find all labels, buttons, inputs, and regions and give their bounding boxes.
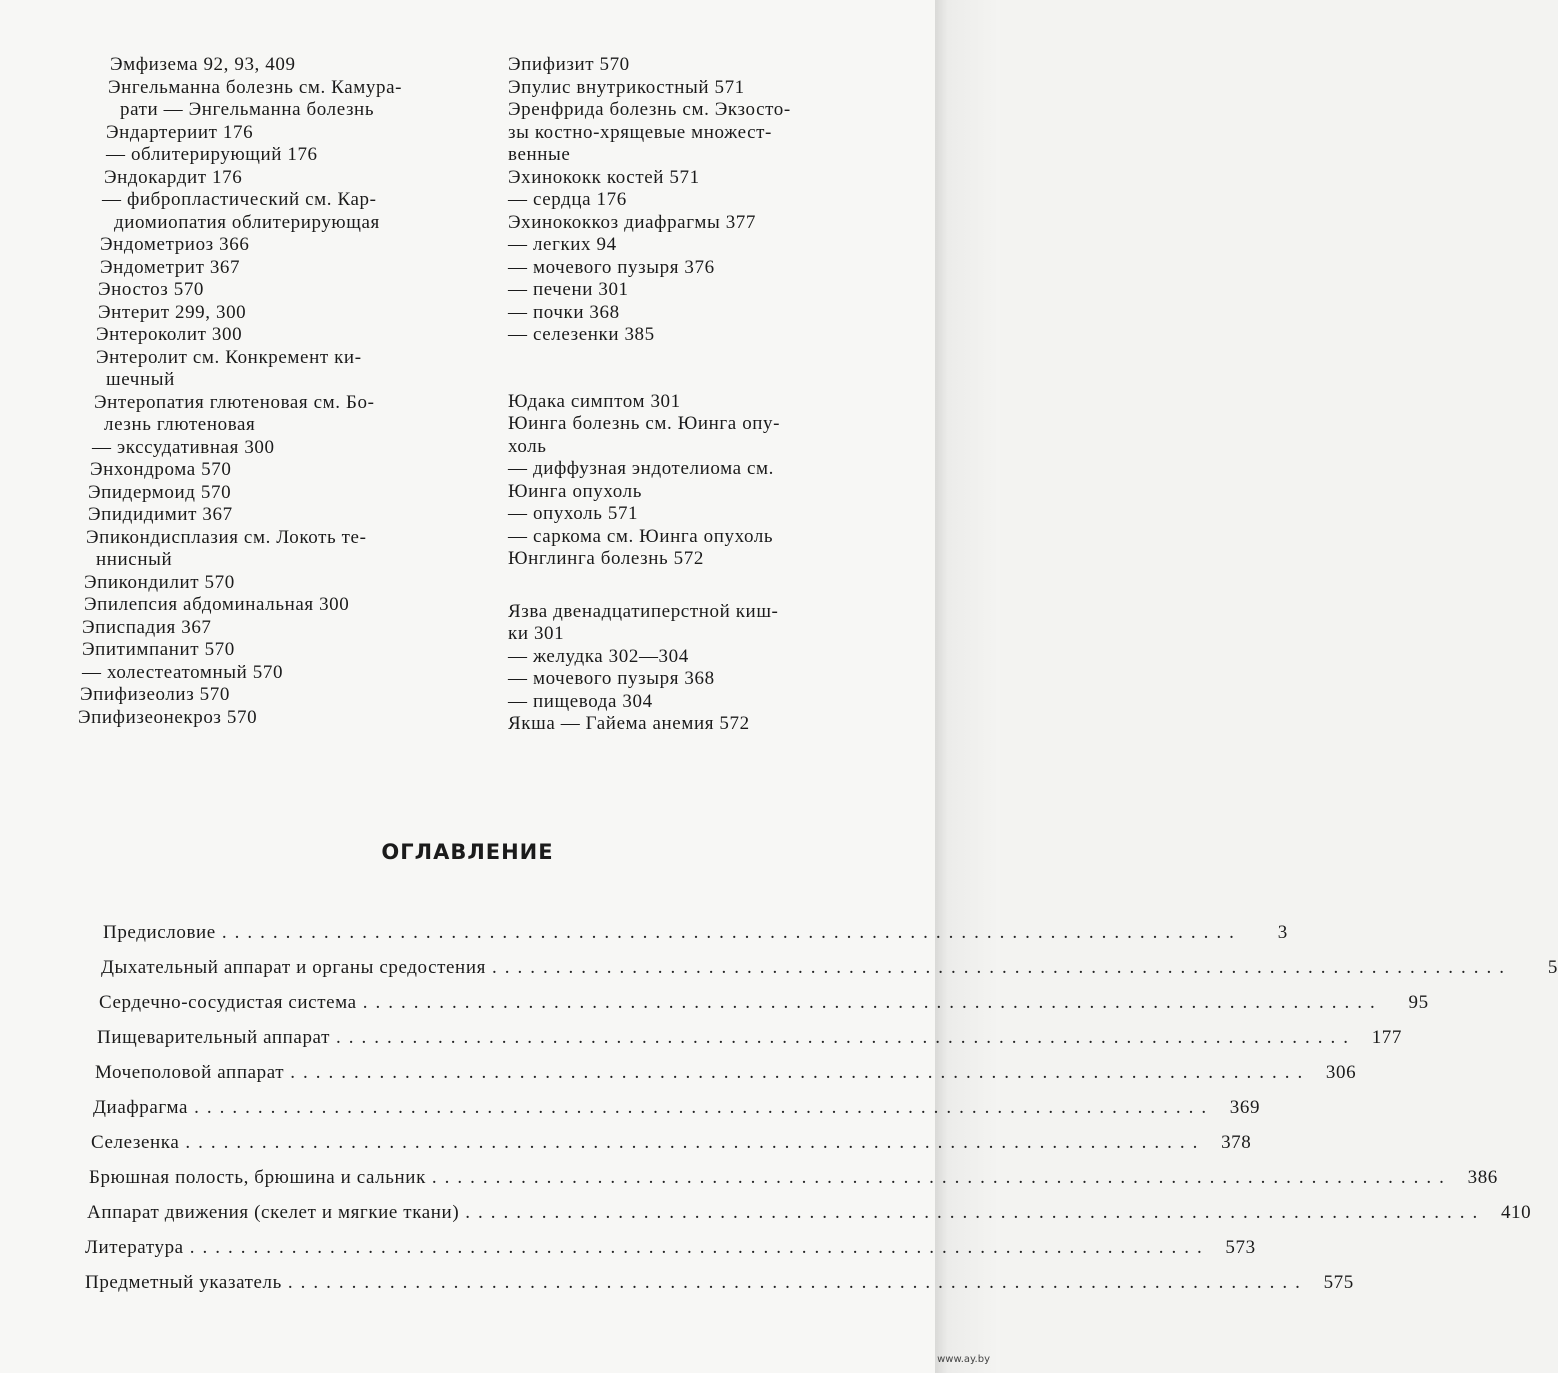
index-entry: Эхинококкоз диафрагмы 377: [508, 211, 756, 233]
index-entry: — сердца 176: [508, 189, 627, 210]
index-entry: Эпидермоид 570: [88, 481, 232, 503]
toc-leader-dots: ................................................................................: [336, 1027, 1357, 1048]
index-entry: Эхинококк костей 571: [508, 166, 700, 188]
toc-label: Пищеварительный аппарат: [97, 1027, 331, 1048]
index-entry: — легких 94: [508, 234, 617, 255]
index-entry: Эпифизеонекроз 570: [78, 706, 258, 728]
index-entry: рати — Энгельманна болезнь: [120, 99, 375, 120]
index-entry: — печени 301: [508, 279, 629, 300]
toc-leader-dots: ................................................................................: [194, 1097, 1215, 1118]
toc-label: Предметный указатель: [85, 1272, 282, 1293]
index-entry: Язва двенадцатиперстной киш-: [508, 600, 779, 622]
index-entry: Энхондрома 570: [90, 459, 232, 480]
index-group-yu: [508, 391, 868, 571]
toc-row: [85, 1237, 1256, 1272]
index-entry: Юинга болезнь см. Юинга опу-: [508, 413, 781, 434]
toc-page-number: 369: [1229, 1097, 1261, 1118]
toc-leader-dots: ................................................................................: [290, 1062, 1311, 1083]
index-entry: Энтероколит 300: [96, 324, 243, 345]
index-entry: Якша — Гайема анемия 572: [508, 713, 750, 734]
toc-row: [85, 1132, 1252, 1167]
index-entry: Эндокардит 176: [104, 166, 243, 188]
index-entry: Эностоз 570: [98, 279, 205, 300]
toc-leader-dots: ................................................................................: [431, 1167, 1452, 1188]
toc-label: Селезенка: [91, 1132, 180, 1153]
index-entry: Эпитимпанит 570: [82, 639, 235, 660]
index-entry: Юнглинга болезнь 572: [508, 548, 704, 569]
index-entry: — фибропластический см. Кар-: [102, 189, 377, 210]
toc-page-number: 386: [1467, 1167, 1498, 1188]
index-entry: — желудка 302—304: [508, 645, 689, 667]
index-entry: диомиопатия облитерирующая: [114, 211, 380, 233]
table-of-contents: [85, 922, 1558, 1307]
toc-page-number: 306: [1325, 1062, 1357, 1083]
toc-title: ОГЛАВЛЕНИЕ: [381, 840, 554, 864]
index-entry: — пищевода 304: [508, 690, 653, 712]
toc-row: [85, 992, 1429, 1027]
index-entry: Энгельманна болезнь см. Камура-: [108, 76, 403, 98]
index-entry: — почки 368: [508, 301, 620, 323]
toc-leader-dots: ................................................................................: [221, 922, 1242, 943]
index-entry: Эпулис внутрикостный 571: [508, 76, 745, 98]
index-entry: Энтеролит см. Конкремент ки-: [96, 346, 362, 368]
toc-row: [85, 1167, 1498, 1202]
index-column-right: [508, 54, 868, 736]
group-spacer: [508, 571, 868, 601]
index-entry: Эндартериит 176: [106, 121, 254, 143]
toc-page-number: 410: [1500, 1202, 1532, 1223]
index-entry: Эндометрит 367: [100, 256, 241, 278]
toc-page-number: 5: [1547, 957, 1558, 978]
index-column-left: [78, 54, 458, 729]
toc-page-number: 95: [1408, 992, 1429, 1013]
watermark: www.ay.by: [937, 1354, 990, 1365]
index-entry: Эндометриоз 366: [100, 234, 250, 255]
toc-row: [85, 1272, 1354, 1307]
toc-label: Предисловие: [103, 922, 216, 943]
toc-label: Мочеполовой аппарат: [95, 1062, 285, 1083]
toc-leader-dots: ................................................................................: [287, 1272, 1308, 1293]
index-entry: — мочевого пузыря 376: [508, 256, 715, 278]
toc-label: Аппарат движения (скелет и мягкие ткани): [87, 1202, 460, 1223]
index-entry: Юдака симптом 301: [508, 390, 681, 412]
toc-leader-dots: ................................................................................: [362, 992, 1383, 1013]
index-entry: Юинга опухоль: [508, 480, 642, 502]
index-entry: лезнь глютеновая: [104, 414, 256, 435]
index-entry: холь: [508, 435, 547, 457]
index-entry: венные: [508, 144, 571, 165]
index-entry: — облитерирующий 176: [106, 144, 318, 165]
index-entry: — холестеатомный 570: [82, 661, 284, 683]
toc-page-number: 378: [1221, 1132, 1252, 1153]
toc-row: [85, 957, 1558, 992]
toc-row: [85, 1202, 1532, 1237]
toc-page-number: 177: [1371, 1027, 1403, 1048]
index-entry: — саркома см. Юинга опухоль: [508, 525, 774, 547]
toc-label: Брюшная полость, брюшина и сальник: [89, 1167, 426, 1188]
toc-row: [85, 1027, 1403, 1062]
toc-label: Литература: [85, 1237, 184, 1258]
toc-label: Диафрагма: [93, 1097, 189, 1118]
toc-page-number: 575: [1323, 1272, 1354, 1293]
toc-row: [85, 1062, 1357, 1097]
toc-leader-dots: ................................................................................: [185, 1132, 1206, 1153]
index-entry: Эпифизеолиз 570: [80, 684, 230, 705]
index-entry: ки 301: [508, 623, 565, 644]
toc-row: [85, 922, 1288, 957]
index-entry: Эпидидимит 367: [88, 504, 233, 525]
toc-leader-dots: ................................................................................: [189, 1237, 1210, 1258]
index-entry: Эренфрида болезнь см. Экзосто-: [508, 99, 791, 120]
index-entry: Энтерит 299, 300: [98, 301, 247, 323]
toc-row: [85, 1097, 1261, 1132]
index-entry: — опухоль 571: [508, 503, 639, 524]
toc-page-number: 3: [1277, 922, 1288, 943]
index-entry: — диффузная эндотелиома см.: [508, 458, 774, 479]
toc-leader-dots: ................................................................................: [491, 957, 1512, 978]
index-entry: Эмфизема 92, 93, 409: [110, 54, 296, 75]
index-entry: ннисный: [96, 549, 173, 570]
index-group-e: [508, 54, 868, 347]
index-entry: шечный: [106, 369, 175, 390]
index-entry: Эписпадия 367: [82, 616, 212, 638]
toc-leader-dots: ................................................................................: [465, 1202, 1486, 1223]
index-entry: — мочевого пузыря 368: [508, 668, 715, 689]
index-group-ya: [508, 601, 868, 736]
index-entry: Эпифизит 570: [508, 54, 630, 75]
index-entry: зы костно-хрящевые множест-: [508, 121, 772, 143]
group-spacer: [508, 347, 868, 391]
index-entry: Эпикондилит 570: [84, 571, 235, 593]
index-entry: Эпикондисплазия см. Локоть те-: [86, 526, 367, 548]
index-entry: — экссудативная 300: [92, 436, 275, 458]
toc-label: Дыхательный аппарат и органы средостения: [101, 957, 486, 978]
toc-label: Сердечно-сосудистая система: [99, 992, 357, 1013]
index-entry: Энтеропатия глютеновая см. Бо-: [94, 391, 375, 413]
index-entry: — селезенки 385: [508, 324, 655, 345]
toc-page-number: 573: [1225, 1237, 1256, 1258]
index-entry: Эпилепсия абдоминальная 300: [84, 594, 350, 615]
